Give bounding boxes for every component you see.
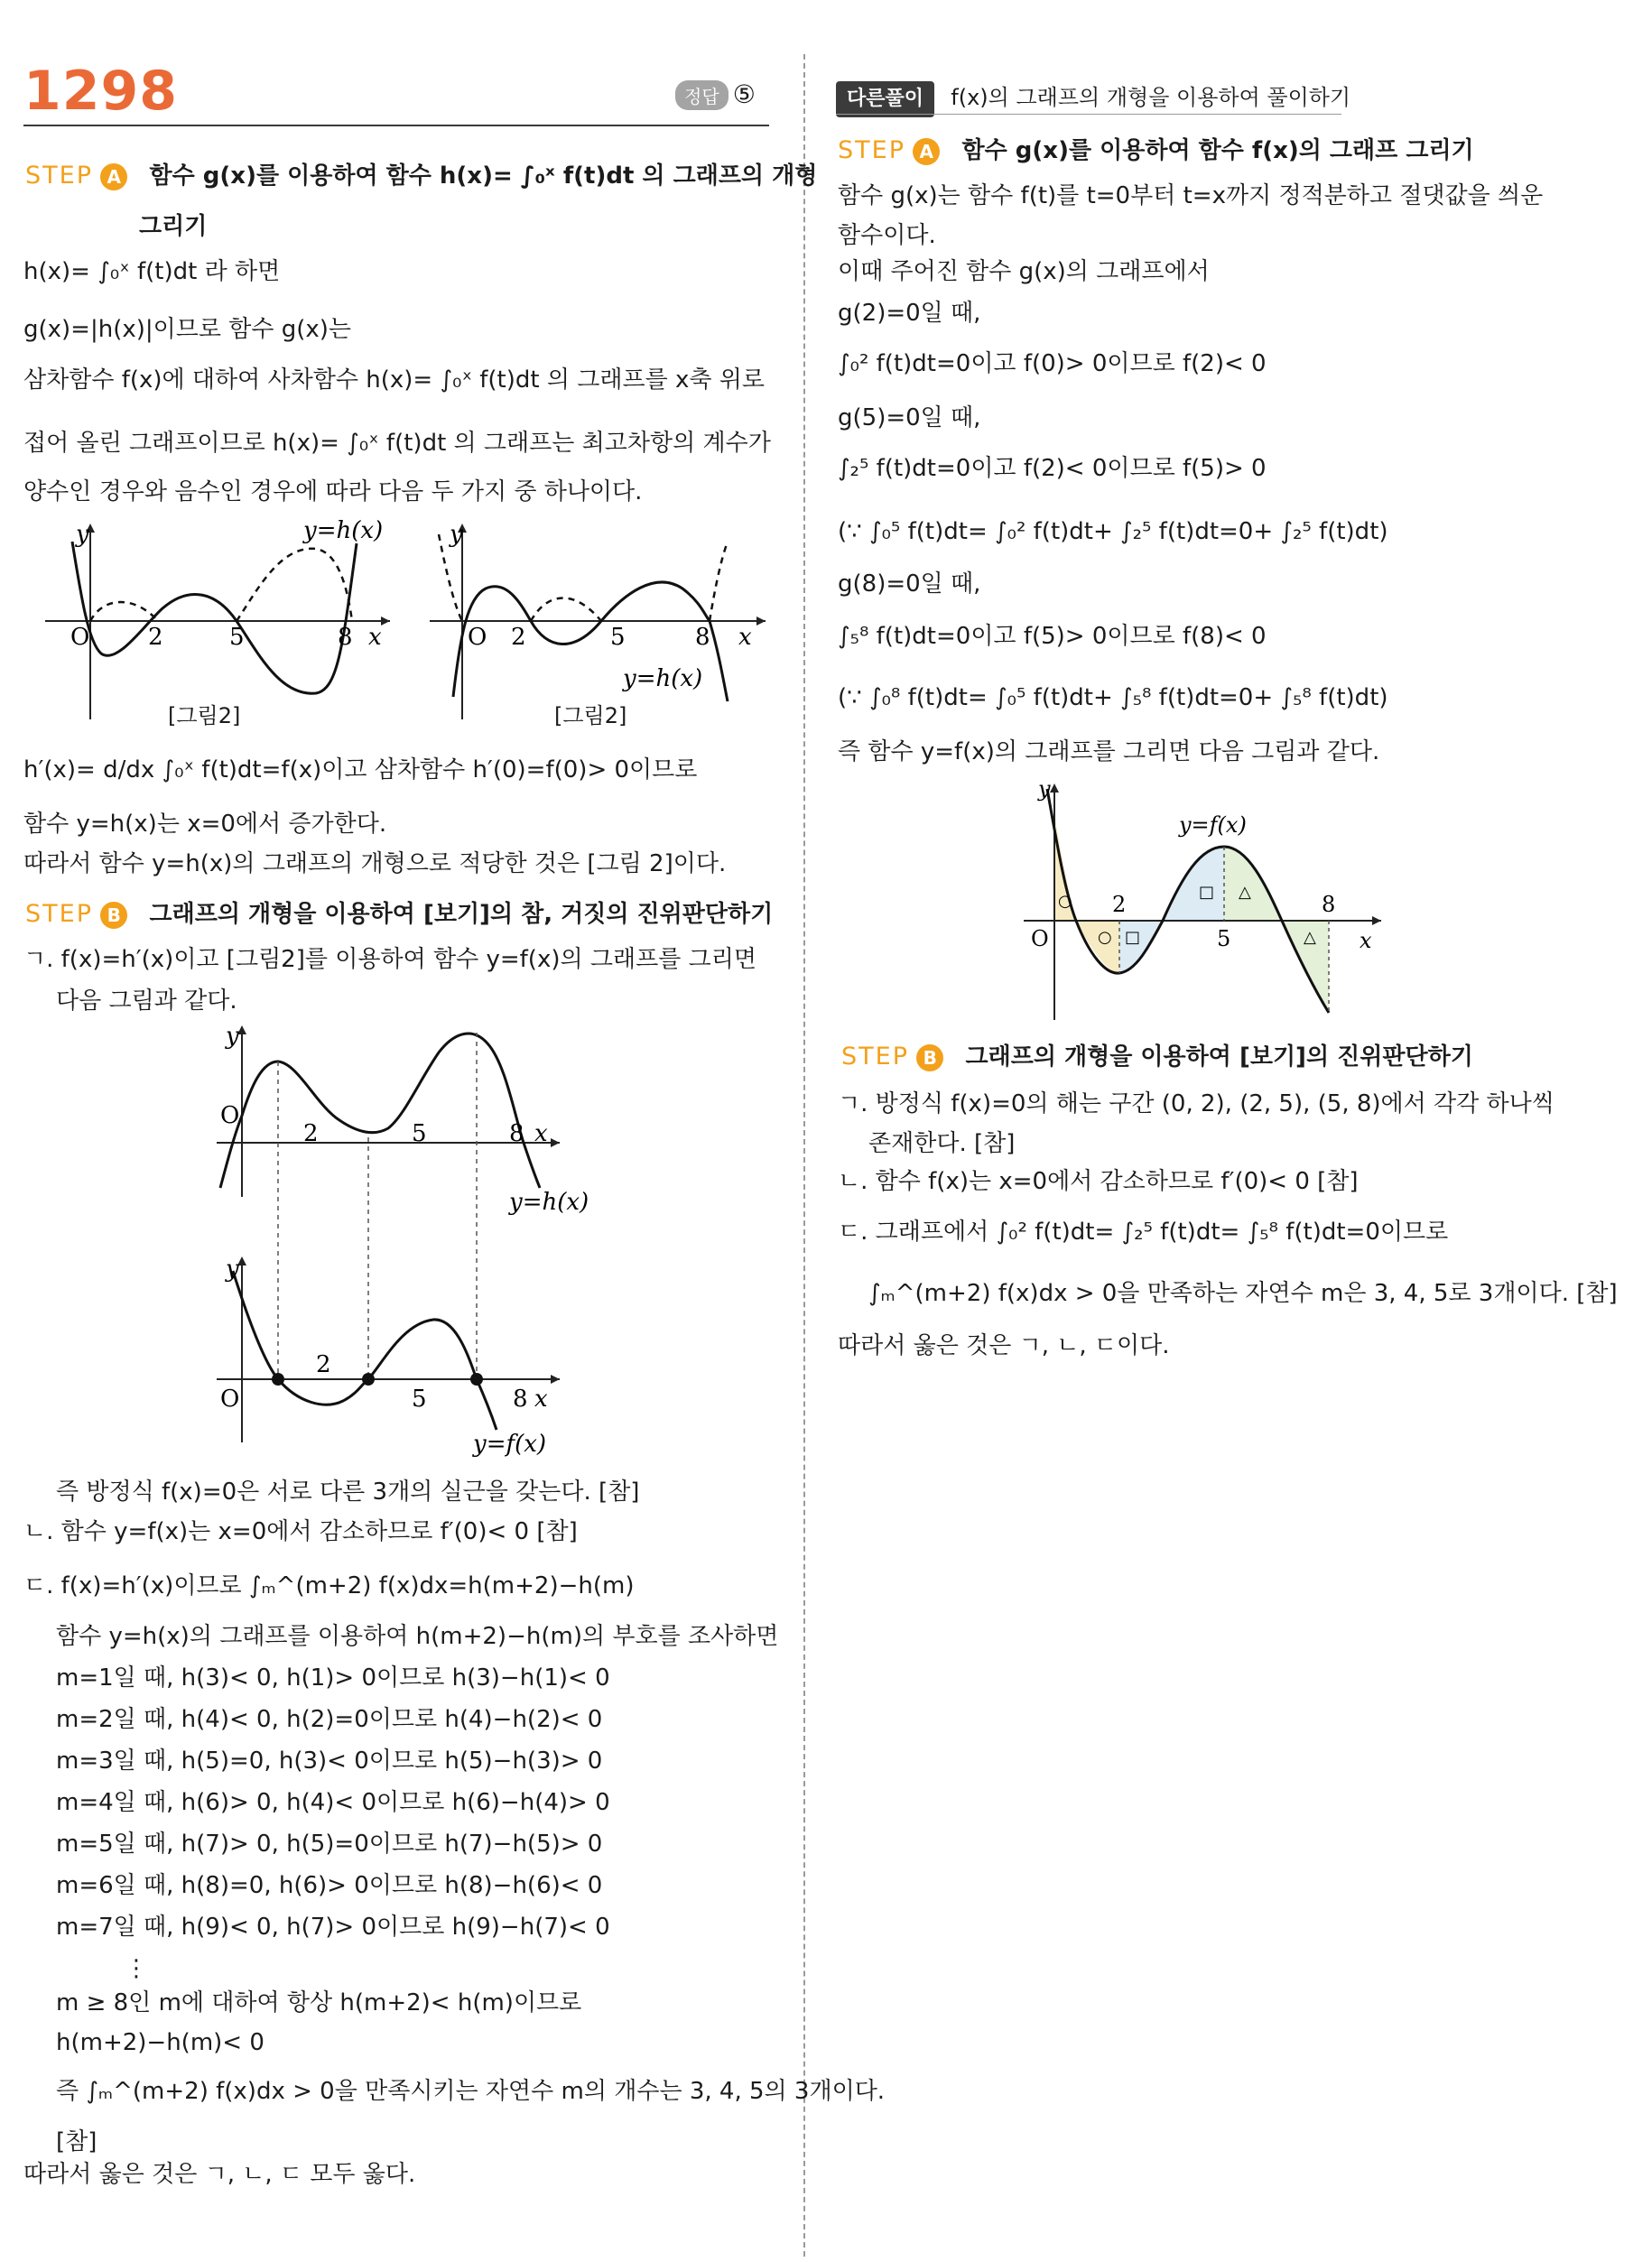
left-text-a3: 삼차함수 f(x)에 대하여 사차함수 h(x)= ∫₀ˣ f(t)dt 의 그래프를 x축 위로 <box>23 366 765 394</box>
left-text-a4: 접어 올린 그래프이므로 h(x)= ∫₀ˣ f(t)dt 의 그래프는 최고차항의 계수가 <box>23 430 771 457</box>
tick-2: 2 <box>511 624 526 651</box>
answer-area <box>675 79 756 110</box>
left-text-a5: 양수인 경우와 음수인 경우에 따라 다음 두 가지 중 하나이다. <box>23 478 643 505</box>
x-label: x <box>738 624 752 651</box>
left-text-d9: m=5일 때, h(7)> 0, h(5)=0이므로 h(7)−h(5)> 0 <box>56 1831 603 1858</box>
curve-label: y=h(x) <box>303 517 384 544</box>
y-label: y <box>1038 776 1051 802</box>
tick-5: 5 <box>1217 926 1231 951</box>
right-stepA-letter: A <box>913 138 940 165</box>
f-x-label: x <box>534 1386 548 1413</box>
tick-5: 5 <box>610 624 626 651</box>
h-curve <box>220 1034 540 1188</box>
right-text-a2: 함수이다. <box>838 222 936 249</box>
f-curve-label: y=f(x) <box>473 1431 547 1458</box>
right-text-a3: 이때 주어진 함수 g(x)의 그래프에서 <box>838 258 1210 285</box>
x-axis-arrow <box>756 616 766 626</box>
h-x-axis-arrow <box>551 1138 560 1147</box>
right-text-a12: 즉 함수 y=f(x)의 그래프를 그리면 다음 그림과 같다. <box>838 738 1380 765</box>
origin-label: O <box>468 624 487 651</box>
left-text-d8: m=4일 때, h(6)> 0, h(4)< 0이므로 h(6)−h(4)> 0 <box>56 1789 610 1816</box>
left-text-d1: 즉 방정식 f(x)=0은 서로 다른 3개의 실근을 갖는다. [참] <box>56 1479 640 1506</box>
left-stepA-label: STEP <box>25 162 93 190</box>
h-y-label: y <box>226 1023 239 1050</box>
left-text-a2: g(x)=|h(x)|이므로 함수 g(x)는 <box>23 316 352 343</box>
right-text-a10: ∫₅⁸ f(t)dt=0이고 f(5)> 0이므로 f(8)< 0 <box>838 623 1267 650</box>
f-tick-8: 8 <box>513 1386 528 1413</box>
right-stepA-label: STEP <box>838 136 905 164</box>
h-tick-8: 8 <box>509 1120 524 1147</box>
right-stepB-title: 그래프의 개형을 이용하여 [보기]의 진위판단하기 <box>965 1043 1473 1071</box>
right-stepB-label: STEP <box>841 1043 909 1071</box>
tick-8: 8 <box>695 624 710 651</box>
left-text-d3: ㄷ. f(x)=h′(x)이므로 ∫ₘ^(m+2) f(x)dx=h(m+2)−h(m) <box>23 1572 635 1599</box>
y-label: y <box>450 521 463 548</box>
mark-circle-2: ○ <box>1098 928 1112 947</box>
left-text-d12: ⋮ <box>125 1955 148 1982</box>
f-y-label: y <box>226 1256 239 1283</box>
h-tick-2: 2 <box>303 1120 319 1147</box>
left-text-d4: 함수 y=h(x)의 그래프를 이용하여 h(m+2)−h(m)의 부호를 조사하면 <box>56 1623 779 1650</box>
root-dot-2 <box>362 1373 375 1386</box>
tick-8: 8 <box>338 624 353 651</box>
right-text-b2: 존재한다. [참] <box>868 1130 1016 1157</box>
left-text-d6: m=2일 때, h(4)< 0, h(2)=0이므로 h(4)−h(2)< 0 <box>56 1706 603 1733</box>
left-text-b2: 함수 y=h(x)는 x=0에서 증가한다. <box>23 811 387 838</box>
tick-5: 5 <box>229 624 245 651</box>
right-text-b5: ∫ₘ^(m+2) f(x)dx > 0을 만족하는 자연수 m은 3, 4, 5로 3개이다. [참] <box>868 1280 1618 1307</box>
right-text-b1: ㄱ. 방정식 f(x)=0의 해는 구간 (0, 2), (2, 5), (5, 8)에서 각각 하나씩 <box>838 1090 1555 1117</box>
left-text-d11: m=7일 때, h(9)< 0, h(7)> 0이므로 h(9)−h(7)< 0 <box>56 1914 610 1941</box>
left-stepA-heading <box>25 161 817 191</box>
header-rule <box>23 125 769 126</box>
fig1-caption: [그림2] <box>168 703 241 728</box>
left-stepB-heading <box>25 899 773 930</box>
right-text-b6: 따라서 옳은 것은 ㄱ, ㄴ, ㄷ이다. <box>838 1332 1170 1359</box>
folded-dashed-curve <box>90 549 352 621</box>
root-dot-3 <box>470 1373 483 1386</box>
right-stepA-heading <box>838 135 1474 166</box>
left-text-b1: h′(x)= d/dx ∫₀ˣ f(t)dt=f(x)이고 삼차함수 h′(0)=f(0)> 0이므로 <box>23 756 698 783</box>
folded-dashed-curve <box>439 534 728 621</box>
figure-h-and-f <box>208 1016 623 1459</box>
figure-f-shaded <box>1011 776 1390 1029</box>
mark-triangle-2: △ <box>1304 928 1316 947</box>
tick-2: 2 <box>1112 892 1127 917</box>
h-curve-label: y=h(x) <box>509 1189 589 1216</box>
left-text-d10: m=6일 때, h(8)=0, h(6)> 0이므로 h(8)−h(6)< 0 <box>56 1872 603 1899</box>
origin-label: O <box>1031 926 1049 951</box>
x-axis-arrow <box>381 616 390 626</box>
left-text-d7: m=3일 때, h(5)=0, h(3)< 0이므로 h(5)−h(3)> 0 <box>56 1747 603 1775</box>
left-text-d2: ㄴ. 함수 y=f(x)는 x=0에서 감소하므로 f′(0)< 0 [참] <box>23 1518 578 1545</box>
left-text-d14: h(m+2)−h(m)< 0 <box>56 2029 265 2056</box>
right-text-b3: ㄴ. 함수 f(x)는 x=0에서 감소하므로 f′(0)< 0 [참] <box>838 1168 1359 1195</box>
left-stepB-label: STEP <box>25 900 93 928</box>
answer-badge: 정답 <box>675 80 729 110</box>
left-text-c2: 다음 그림과 같다. <box>56 987 237 1015</box>
h-tick-5: 5 <box>412 1120 427 1147</box>
right-stepB-letter: B <box>916 1044 943 1071</box>
alt-rule <box>836 114 1341 115</box>
x-axis-arrow <box>1372 916 1381 925</box>
right-text-b4: ㄷ. 그래프에서 ∫₀² f(t)dt= ∫₂⁵ f(t)dt= ∫₅⁸ f(t)dt=0이므로 <box>838 1219 1449 1246</box>
h-x-label: x <box>534 1120 548 1147</box>
column-divider <box>803 54 805 2257</box>
alt-heading <box>836 81 1350 117</box>
fig2-caption: [그림2] <box>554 703 627 728</box>
right-text-a6: g(5)=0일 때, <box>838 404 981 431</box>
left-stepB-letter: B <box>100 902 127 929</box>
shade-area-d <box>1163 847 1224 921</box>
y-axis-arrow <box>1050 783 1059 793</box>
left-stepB-title: 그래프의 개형을 이용하여 [보기]의 참, 거짓의 진위판단하기 <box>149 901 774 928</box>
problem-number: 1298 <box>23 60 178 123</box>
mark-square-1: □ <box>1125 928 1141 947</box>
right-text-a5: ∫₀² f(t)dt=0이고 f(0)> 0이므로 f(2)< 0 <box>838 350 1267 377</box>
mark-triangle-1: △ <box>1239 883 1251 902</box>
shade-area-e <box>1224 847 1282 921</box>
left-text-d16: [참] <box>56 2128 97 2155</box>
h-curve <box>72 542 357 693</box>
mark-square-2: □ <box>1199 883 1215 902</box>
f-x-axis-arrow <box>551 1375 560 1384</box>
left-stepA-title: 함수 g(x)를 이용하여 함수 h(x)= ∫₀ˣ f(t)dt 의 그래프의 개형 <box>149 162 818 190</box>
right-text-a9: g(8)=0일 때, <box>838 570 981 598</box>
right-text-a7: ∫₂⁵ f(t)dt=0이고 f(2)< 0이므로 f(5)> 0 <box>838 455 1267 482</box>
left-stepA-letter: A <box>100 163 127 190</box>
f-origin: O <box>220 1386 240 1413</box>
left-text-c1: ㄱ. f(x)=h′(x)이고 [그림2]를 이용하여 함수 y=f(x)의 그래프를 그리면 <box>23 946 756 973</box>
figure-h-negative <box>421 516 773 728</box>
left-text-d17: 따라서 옳은 것은 ㄱ, ㄴ, ㄷ 모두 옳다. <box>23 2161 416 2188</box>
mark-circle-1: ○ <box>1058 892 1072 911</box>
right-text-a11: (∵ ∫₀⁸ f(t)dt= ∫₀⁵ f(t)dt+ ∫₅⁸ f(t)dt=0+ ∫₅⁸ f(t)dt) <box>838 684 1388 711</box>
left-stepA-title-2: 그리기 <box>139 213 208 240</box>
x-label: x <box>368 624 382 651</box>
tick-2: 2 <box>148 624 163 651</box>
f-tick-2: 2 <box>316 1351 331 1378</box>
origin-label: O <box>70 624 90 651</box>
right-stepB-heading <box>841 1042 1473 1072</box>
alt-title: f(x)의 그래프의 개형을 이용하여 풀이하기 <box>951 85 1351 110</box>
tick-8: 8 <box>1322 892 1336 917</box>
right-text-a1: 함수 g(x)는 함수 f(t)를 t=0부터 t=x까지 정적분하고 절댓값을 씌운 <box>838 182 1544 209</box>
left-text-d15: 즉 ∫ₘ^(m+2) f(x)dx > 0을 만족시키는 자연수 m의 개수는 3, 4, 5의 3개이다. <box>56 2078 886 2105</box>
left-text-d5: m=1일 때, h(3)< 0, h(1)> 0이므로 h(3)−h(1)< 0 <box>56 1664 610 1692</box>
curve-label: y=h(x) <box>623 665 703 692</box>
figure-h-positive <box>36 516 397 728</box>
f-curve <box>233 1271 497 1430</box>
right-stepA-title: 함수 g(x)를 이용하여 함수 f(x)의 그래프 그리기 <box>961 137 1474 164</box>
left-text-d13: m ≥ 8인 m에 대하여 항상 h(m+2)< h(m)이므로 <box>56 1989 582 2016</box>
right-text-a4: g(2)=0일 때, <box>838 300 981 327</box>
left-text-b3: 따라서 함수 y=h(x)의 그래프의 개형으로 적당한 것은 [그림 2]이다. <box>23 850 727 877</box>
right-text-a8: (∵ ∫₀⁵ f(t)dt= ∫₀² f(t)dt+ ∫₂⁵ f(t)dt=0+ ∫₂⁵ f(t)dt) <box>838 518 1388 545</box>
y-label: y <box>76 521 89 548</box>
left-text-a1: h(x)= ∫₀ˣ f(t)dt 라 하면 <box>23 258 281 285</box>
root-dot-1 <box>272 1373 284 1386</box>
alt-badge: 다른풀이 <box>836 81 934 117</box>
h-origin: O <box>220 1102 240 1129</box>
answer-value: ⑤ <box>732 79 756 109</box>
curve-label: y=f(x) <box>1179 812 1247 838</box>
f-tick-5: 5 <box>412 1386 427 1413</box>
x-label: x <box>1360 928 1372 953</box>
